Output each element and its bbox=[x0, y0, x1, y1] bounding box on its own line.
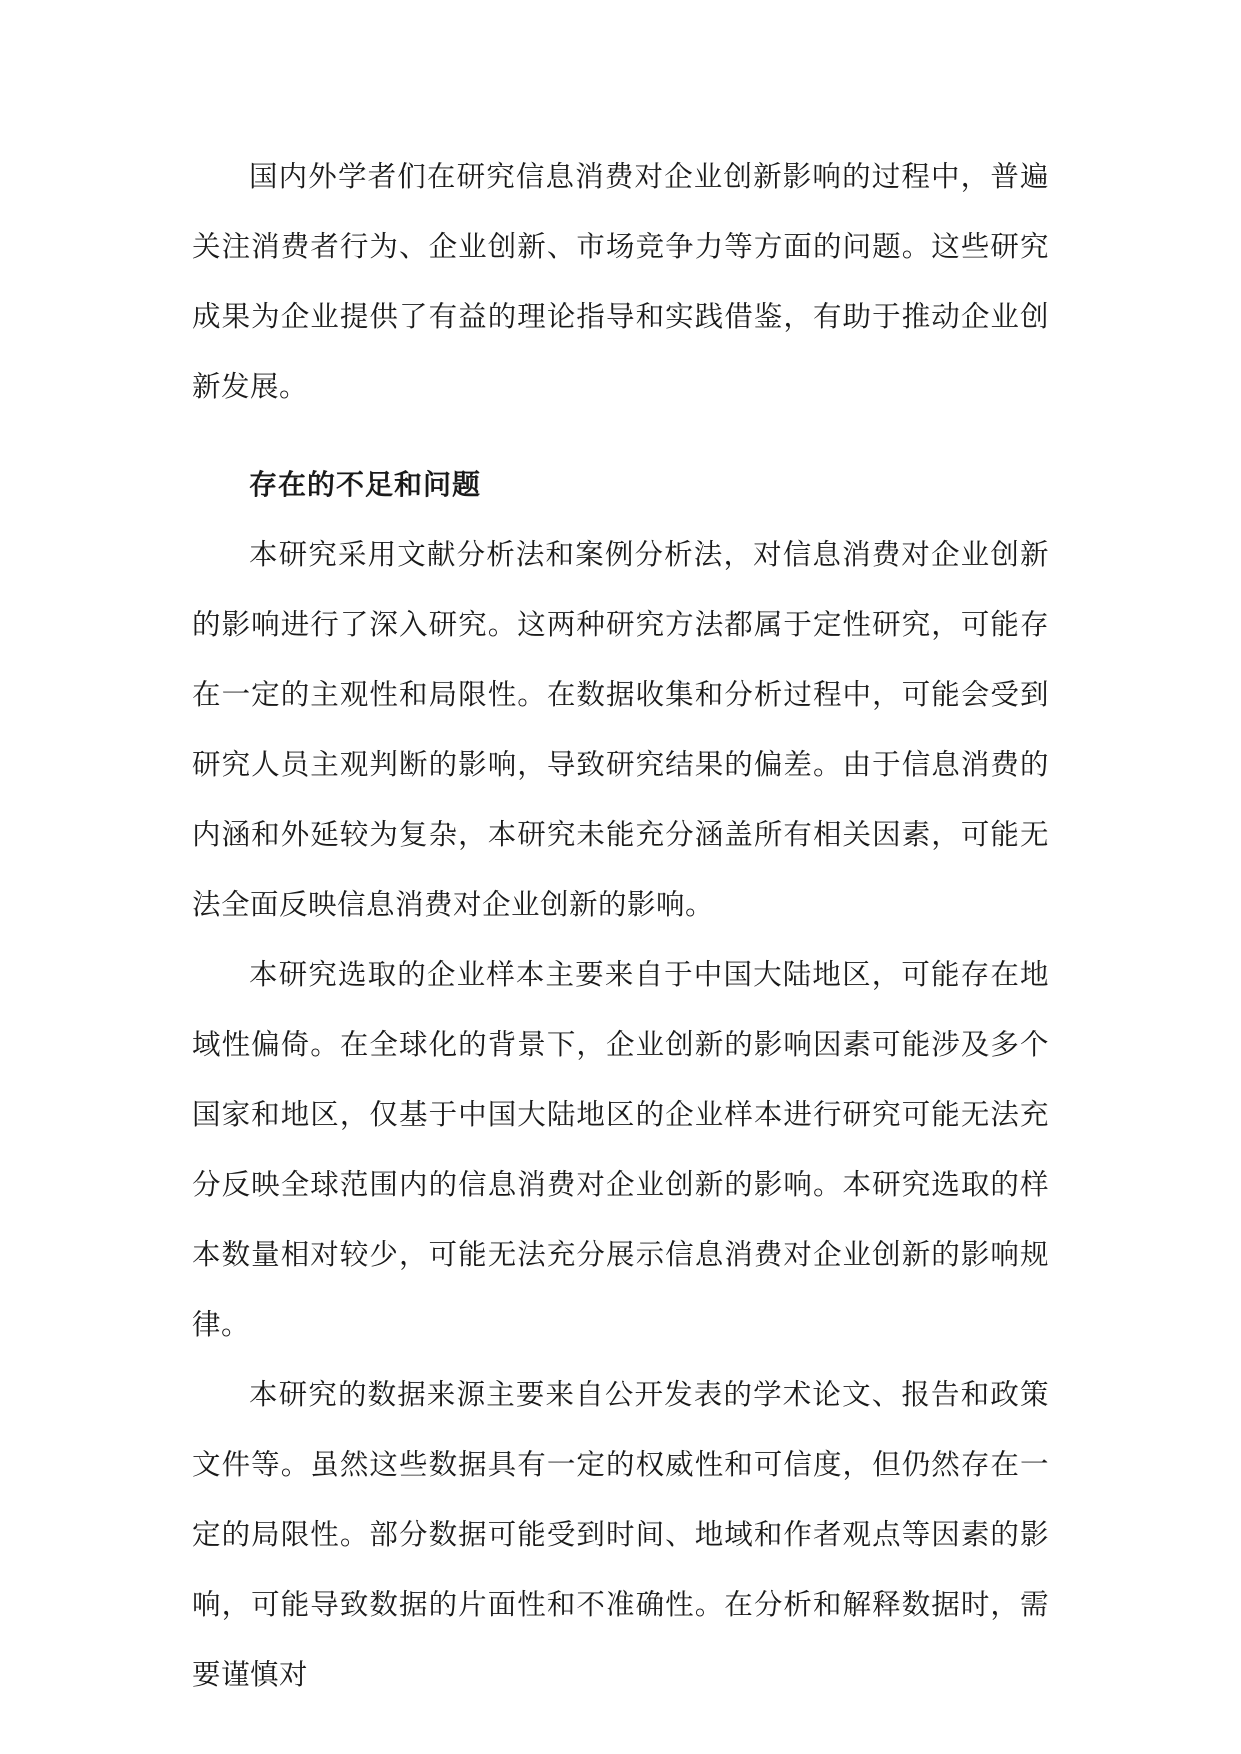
body-paragraph: 国内外学者们在研究信息消费对企业创新影响的过程中，普遍关注消费者行为、企业创新、市场竞争力等方面的问题。这些研究成果为企业提供了有益的理论指导和实践借鉴，有助于推动企业创新发展。 bbox=[192, 160, 1049, 403]
body-paragraph: 本研究采用文献分析法和案例分析法，对信息消费对企业创新的影响进行了深入研究。这两种研究方法都属于定性研究，可能存在一定的主观性和局限性。在数据收集和分析过程中，可能会受到研究人员主观判断的影响，导致研究结果的偏差。由于信息消费的内涵和外延较为复杂，本研究未能充分涵盖所有相关因素，可能无法全面反映信息消费对企业创新的影响。 bbox=[192, 538, 1049, 921]
section-heading: 存在的不足和问题 bbox=[249, 468, 482, 501]
body-paragraph: 本研究的数据来源主要来自公开发表的学术论文、报告和政策文件等。虽然这些数据具有一定的权威性和可信度，但仍然存在一定的局限性。部分数据可能受到时间、地域和作者观点等因素的影响，可能导致数据的片面性和不准确性。在分析和解释数据时，需要谨慎对 bbox=[192, 1378, 1049, 1691]
body-paragraph: 本研究选取的企业样本主要来自于中国大陆地区，可能存在地域性偏倚。在全球化的背景下，企业创新的影响因素可能涉及多个国家和地区，仅基于中国大陆地区的企业样本进行研究可能无法充分反映全球范围内的信息消费对企业创新的影响。本研究选取的样本数量相对较少，可能无法充分展示信息消费对企业创新的影响规律。 bbox=[192, 958, 1049, 1341]
